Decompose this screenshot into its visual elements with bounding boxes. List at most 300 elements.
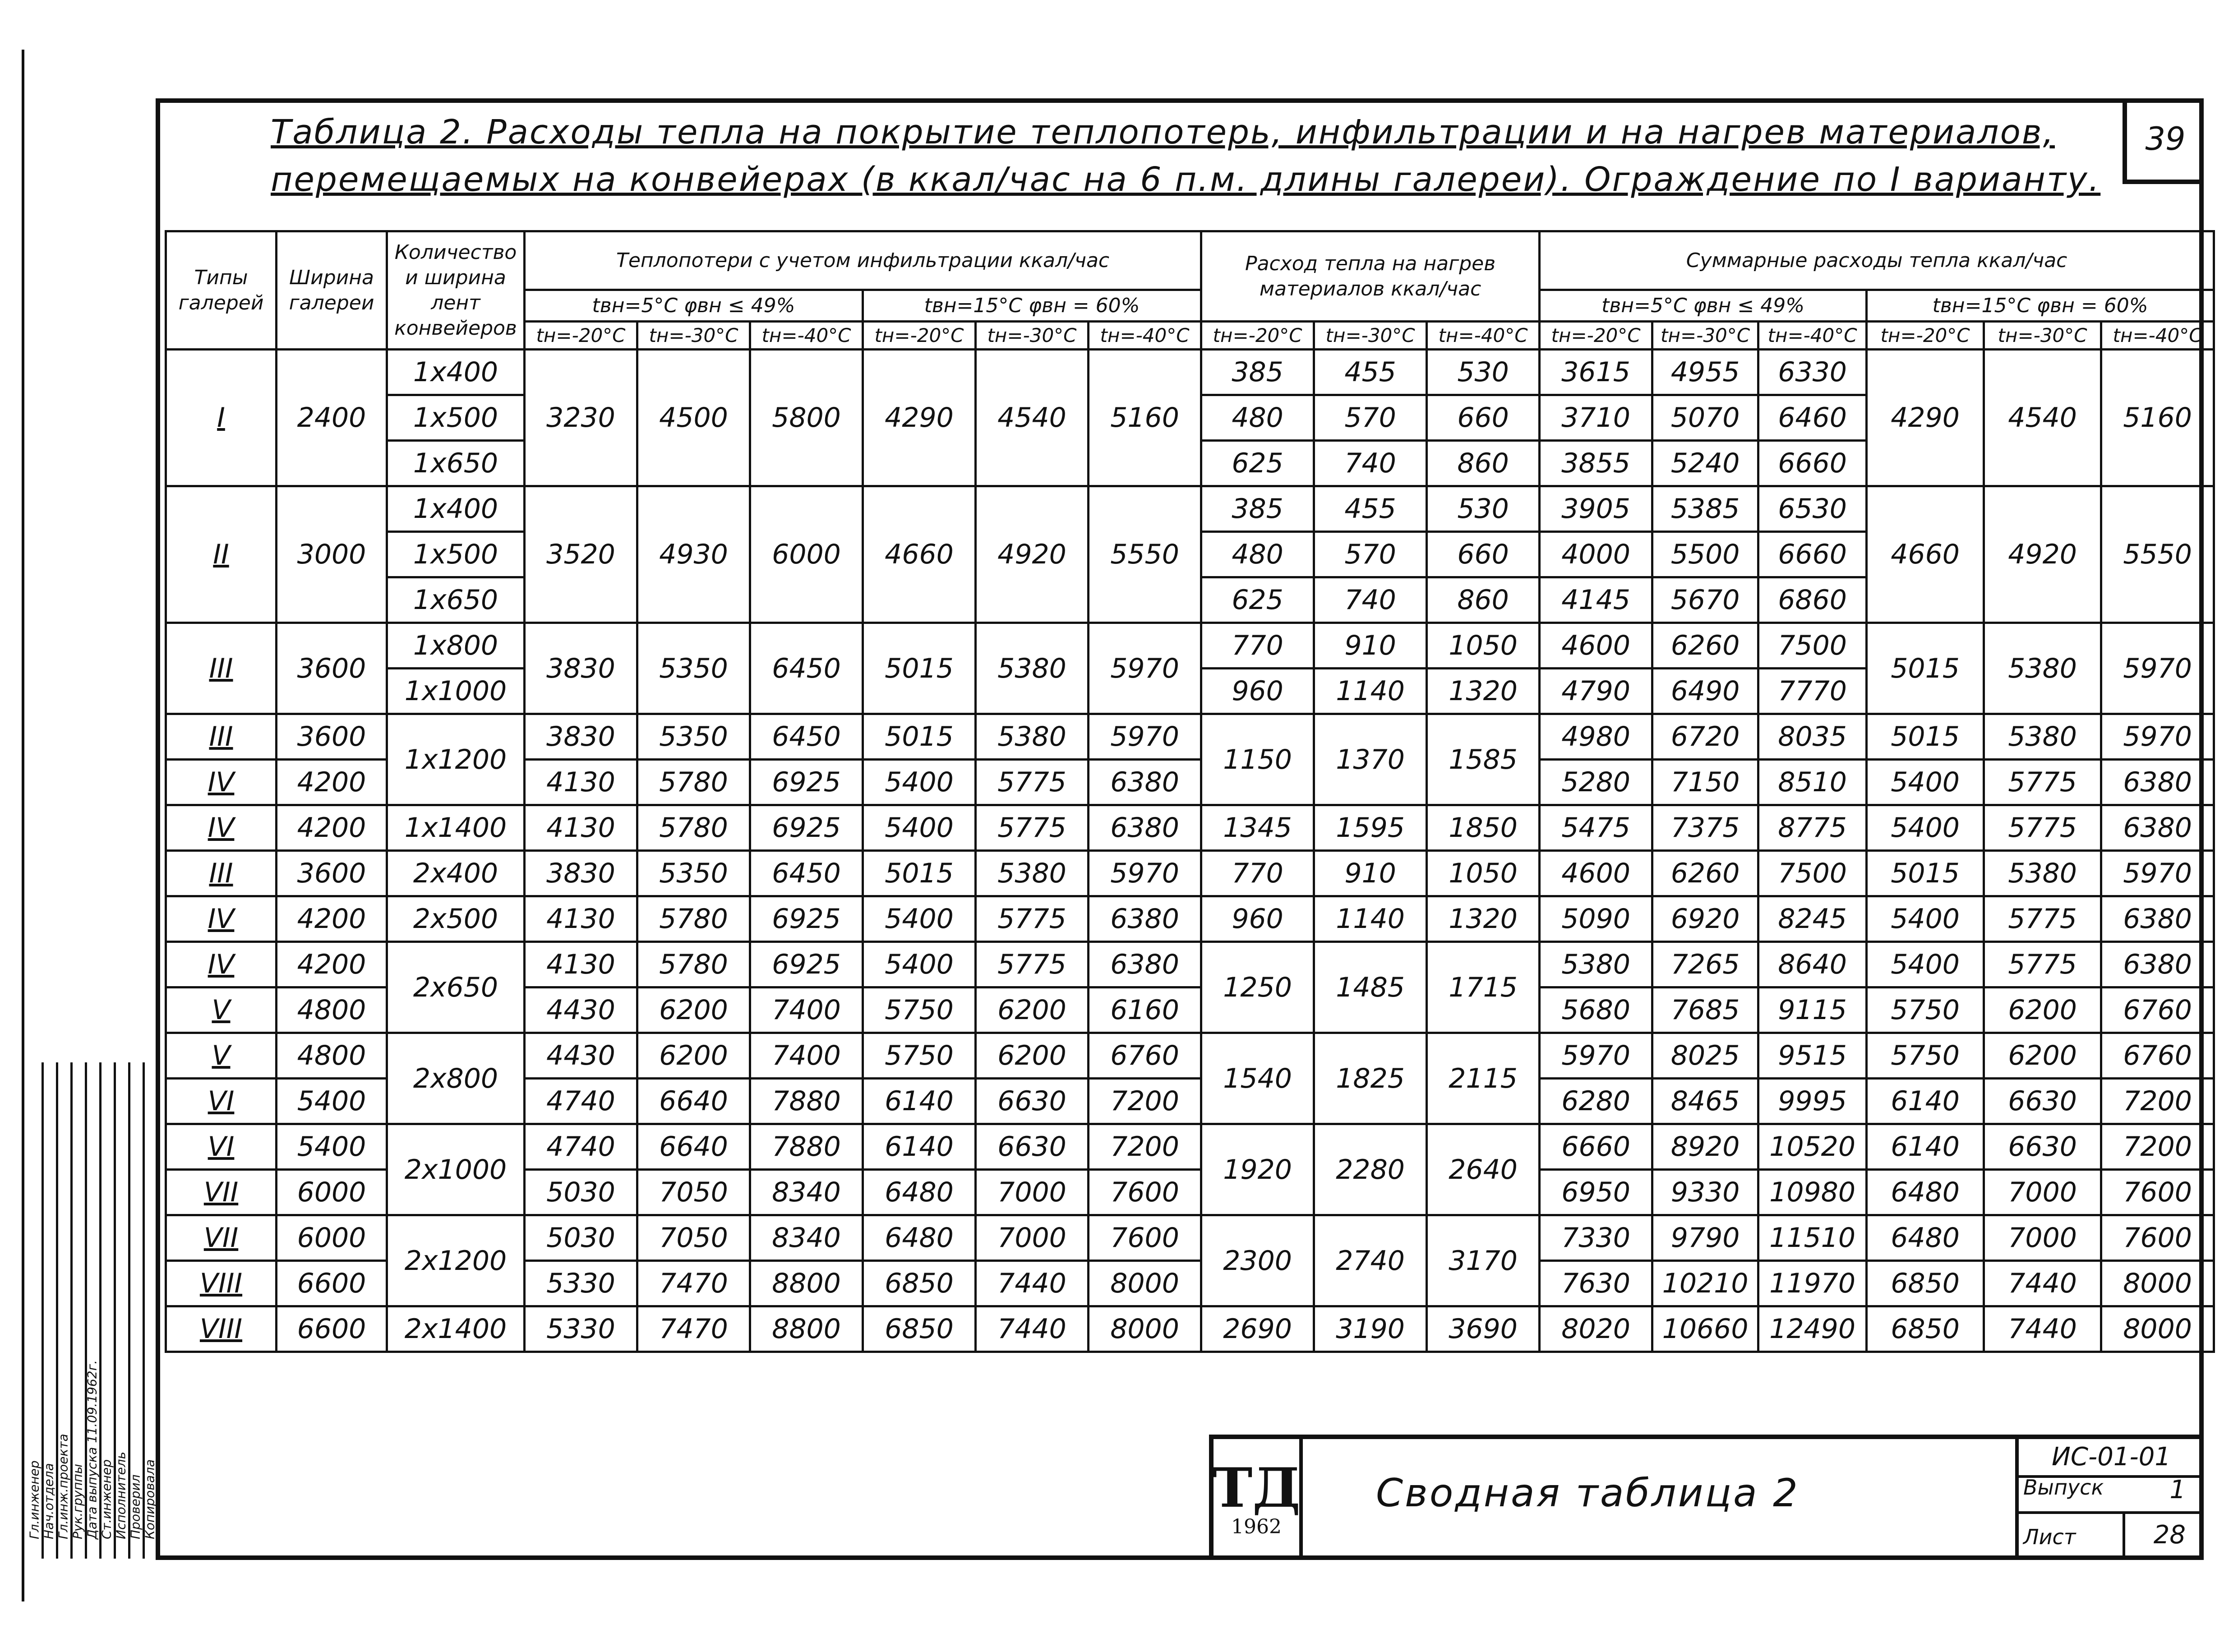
heat-loss-value: 4740 [525,1079,637,1124]
total-heat-value: 6140 [1867,1079,1984,1124]
page-number: 39 [2123,98,2204,184]
conveyor-belts: 2x1000 [387,1124,525,1215]
header-width: Ширина галереи [277,231,387,350]
conveyor-belts: 2x400 [387,851,525,896]
total-heat-value: 4290 [1867,350,1984,486]
material-heat-value: 910 [1314,623,1427,669]
heat-loss-value: 4540 [976,350,1089,486]
heat-loss-value: 5970 [1089,714,1201,760]
total-heat-value: 9515 [1758,1033,1867,1079]
total-heat-value: 5550 [2101,486,2214,623]
signature-label: Ст.инженер [99,1459,114,1539]
total-heat-value: 3710 [1540,395,1652,441]
total-heat-value: 11510 [1758,1215,1867,1261]
heat-loss-value: 6760 [1089,1033,1201,1079]
total-heat-value: 6200 [1984,988,2101,1033]
heat-loss-value: 6140 [863,1124,976,1170]
heat-loss-value: 5015 [863,714,976,760]
gallery-width: 4800 [277,988,387,1033]
total-heat-value: 11970 [1758,1261,1867,1306]
total-heat-value: 5015 [1867,714,1984,760]
header-t30: tн=-30°С [1314,322,1427,350]
material-heat-value: 1320 [1427,896,1540,942]
heat-loss-value: 4920 [976,486,1089,623]
heat-loss-value: 6450 [750,714,863,760]
total-heat-value: 4600 [1540,851,1652,896]
heat-loss-value: 5550 [1089,486,1201,623]
heat-loss-value: 6640 [637,1124,750,1170]
sheet-row [2019,1511,2204,1560]
material-heat-value: 860 [1427,441,1540,486]
total-heat-value: 7265 [1652,942,1758,988]
heat-loss-value: 6850 [863,1261,976,1306]
total-heat-value: 4980 [1540,714,1652,760]
total-heat-value: 6380 [2101,805,2214,851]
material-heat-value: 625 [1201,577,1314,623]
total-heat-value: 4000 [1540,532,1652,577]
heat-loss-value: 6380 [1089,942,1201,988]
total-heat-value: 6380 [2101,896,2214,942]
gallery-type: VIII [166,1306,277,1352]
heat-loss-value: 5400 [863,896,976,942]
table-title-line1: Таблица 2. Расходы тепла на покрытие теплопотерь, инфильтрации и на нагрев материалов, [271,113,2055,152]
heat-loss-value: 7440 [976,1306,1089,1352]
header-t40: tн=-40°С [2101,322,2214,350]
total-heat-value: 5400 [1867,896,1984,942]
total-heat-value: 5240 [1652,441,1758,486]
material-heat-value: 2300 [1201,1215,1314,1306]
material-heat-value: 770 [1201,851,1314,896]
table-row [166,1124,2214,1170]
heat-loss-value: 6200 [976,1033,1089,1079]
heat-loss-value: 7000 [976,1170,1089,1215]
total-heat-value: 5775 [1984,896,2101,942]
material-heat-value: 3190 [1314,1306,1427,1352]
heat-loss-value: 6640 [637,1079,750,1124]
heat-loss-value: 6380 [1089,805,1201,851]
material-heat-value: 2280 [1314,1124,1427,1215]
heat-loss-value: 5775 [976,760,1089,805]
total-heat-value: 5015 [1867,623,1984,714]
total-heat-value: 6200 [1984,1033,2101,1079]
material-heat-value: 1050 [1427,851,1540,896]
heat-loss-value: 6140 [863,1079,976,1124]
heat-loss-value: 4430 [525,988,637,1033]
gallery-type: IV [166,805,277,851]
total-heat-value: 8035 [1758,714,1867,760]
gallery-type: III [166,714,277,760]
total-heat-value: 10660 [1652,1306,1758,1352]
total-heat-value: 4790 [1540,669,1652,714]
gallery-type: IV [166,942,277,988]
logo-mark: ТД [1212,1456,1301,1520]
total-heat-value: 5670 [1652,577,1758,623]
gallery-width: 3600 [277,623,387,714]
heat-loss-value: 7000 [976,1215,1089,1261]
binding-line [22,50,24,1601]
heat-loss-value: 6480 [863,1170,976,1215]
total-heat-value: 5970 [2101,623,2214,714]
total-heat-value: 5015 [1867,851,1984,896]
material-heat-value: 960 [1201,669,1314,714]
total-heat-value: 8025 [1652,1033,1758,1079]
material-heat-value: 385 [1201,486,1314,532]
heat-loss-value: 6630 [976,1079,1089,1124]
total-heat-value: 5400 [1867,760,1984,805]
gallery-type: I [166,350,277,486]
signature-label: Гл.инж.проекта [55,1434,71,1539]
total-heat-value: 6530 [1758,486,1867,532]
total-heat-value: 7000 [1984,1170,2101,1215]
heat-loss-value: 6200 [976,988,1089,1033]
heat-loss-value: 4930 [637,486,750,623]
total-heat-value: 6660 [1540,1124,1652,1170]
material-heat-value: 2740 [1314,1215,1427,1306]
heat-loss-value: 6200 [637,988,750,1033]
table-row [166,623,2214,669]
gallery-type: III [166,623,277,714]
material-heat-value: 3170 [1427,1215,1540,1306]
series-code: ИС-01-01 [2019,1439,2204,1478]
material-heat-value: 1150 [1201,714,1314,805]
heat-loss-value: 7200 [1089,1124,1201,1170]
total-heat-value: 8920 [1652,1124,1758,1170]
material-heat-value: 960 [1201,896,1314,942]
heat-loss-value: 6925 [750,805,863,851]
gallery-width: 4200 [277,896,387,942]
conveyor-belts: 2x800 [387,1033,525,1124]
conveyor-belts: 1x1000 [387,669,525,714]
heat-loss-value: 5780 [637,896,750,942]
total-heat-value: 9790 [1652,1215,1758,1261]
heat-loss-value: 6925 [750,760,863,805]
material-heat-value: 770 [1201,623,1314,669]
total-heat-value: 12490 [1758,1306,1867,1352]
total-heat-value: 5400 [1867,805,1984,851]
table-row [166,1306,2214,1352]
material-heat-value: 570 [1314,532,1427,577]
total-heat-value: 5380 [1540,942,1652,988]
total-heat-value: 8020 [1540,1306,1652,1352]
heat-loss-value: 5015 [863,851,976,896]
total-heat-value: 10210 [1652,1261,1758,1306]
table-row [166,805,2214,851]
heat-loss-value: 7400 [750,1033,863,1079]
conveyor-belts: 2x650 [387,942,525,1033]
total-heat-value: 5160 [2101,350,2214,486]
table-row [166,350,2214,395]
heat-loss-value: 7050 [637,1215,750,1261]
heat-loss-value: 5330 [525,1261,637,1306]
heat-loss-value: 7400 [750,988,863,1033]
table-row [166,942,2214,988]
total-heat-value: 8465 [1652,1079,1758,1124]
gallery-width: 6000 [277,1215,387,1261]
table-row [166,1215,2214,1261]
total-heat-value: 5970 [2101,714,2214,760]
heat-loss-value: 3520 [525,486,637,623]
gallery-width: 5400 [277,1124,387,1170]
header-belts: Количество и ширина лент конвейеров [387,231,525,350]
total-heat-value: 8775 [1758,805,1867,851]
heat-loss-value: 5380 [976,851,1089,896]
total-heat-value: 7500 [1758,851,1867,896]
material-heat-value: 480 [1201,532,1314,577]
title-block-stamp [1209,1435,2204,1560]
gallery-width: 2400 [277,350,387,486]
heat-loss-value: 4130 [525,760,637,805]
gallery-type: III [166,851,277,896]
heat-loss-value: 5780 [637,805,750,851]
total-heat-value: 6630 [1984,1124,2101,1170]
heat-loss-value: 5030 [525,1170,637,1215]
heat-loss-value: 3230 [525,350,637,486]
table-row [166,714,2214,760]
total-heat-value: 9115 [1758,988,1867,1033]
total-heat-value: 5380 [1984,714,2101,760]
total-heat-value: 5400 [1867,942,1984,988]
material-heat-value: 625 [1201,441,1314,486]
header-t40: tн=-40°С [1758,322,1867,350]
total-heat-value: 4660 [1867,486,1984,623]
material-heat-value: 455 [1314,486,1427,532]
header-loss-cond-b: tвн=15°С φвн = 60% [863,290,1201,322]
material-heat-value: 1140 [1314,896,1427,942]
header-t30: tн=-30°С [976,322,1089,350]
gallery-type: V [166,988,277,1033]
gallery-width: 6600 [277,1261,387,1306]
header-t30: tн=-30°С [1984,322,2101,350]
gallery-type: IV [166,896,277,942]
heat-loss-value: 3830 [525,851,637,896]
total-heat-value: 7770 [1758,669,1867,714]
table-title-line2: перемещаемых на конвейерах (в ккал/час на 6 п.м. длины галереи). Ограждение по I варианту. [271,160,2101,199]
heat-loss-value: 8000 [1089,1261,1201,1306]
heat-loss-value: 6380 [1089,760,1201,805]
gallery-width: 3600 [277,714,387,760]
table-row [166,486,2214,532]
heat-loss-value: 5970 [1089,851,1201,896]
heat-loss-value: 6450 [750,851,863,896]
signature-block [27,566,158,1559]
header-total: Суммарные расходы тепла ккал/час [1540,231,2214,290]
total-heat-value: 4955 [1652,350,1758,395]
heat-loss-value: 5380 [976,714,1089,760]
gallery-width: 4200 [277,760,387,805]
total-heat-value: 5380 [1984,623,2101,714]
header-t20: tн=-20°С [863,322,976,350]
total-heat-value: 7685 [1652,988,1758,1033]
table-row [166,851,2214,896]
material-heat-value: 1140 [1314,669,1427,714]
heat-loss-value: 7600 [1089,1215,1201,1261]
total-heat-value: 4920 [1984,486,2101,623]
heat-loss-value: 7600 [1089,1170,1201,1215]
material-heat-value: 1540 [1201,1033,1314,1124]
total-heat-value: 7000 [1984,1215,2101,1261]
total-heat-value: 7150 [1652,760,1758,805]
heat-loss-value: 4430 [525,1033,637,1079]
total-heat-value: 6850 [1867,1261,1984,1306]
heat-loss-value: 4130 [525,896,637,942]
total-heat-value: 7500 [1758,623,1867,669]
issue-value: 1 [2169,1475,2186,1504]
heat-loss-value: 4130 [525,805,637,851]
gallery-width: 3000 [277,486,387,623]
heat-loss-value: 3830 [525,623,637,714]
material-heat-value: 1825 [1314,1033,1427,1124]
gallery-type: VIII [166,1261,277,1306]
total-heat-value: 6920 [1652,896,1758,942]
heat-loss-value: 7050 [637,1170,750,1215]
total-heat-value: 6480 [1867,1170,1984,1215]
heat-loss-value: 5780 [637,942,750,988]
material-heat-value: 1920 [1201,1124,1314,1215]
material-heat-value: 2640 [1427,1124,1540,1215]
total-heat-value: 7600 [2101,1170,2214,1215]
total-heat-value: 5775 [1984,942,2101,988]
header-t20: tн=-20°С [1540,322,1652,350]
signature-label: Проверил [128,1474,143,1539]
signature-label: Исполнитель [113,1451,129,1539]
material-heat-value: 2115 [1427,1033,1540,1124]
heat-loss-value: 4660 [863,486,976,623]
conveyor-belts: 1x800 [387,623,525,669]
total-heat-value: 5775 [1984,760,2101,805]
conveyor-belts: 2x1200 [387,1215,525,1306]
heat-loss-value: 7880 [750,1079,863,1124]
total-heat-value: 6480 [1867,1215,1984,1261]
total-heat-value: 7330 [1540,1215,1652,1261]
total-heat-value: 7200 [2101,1124,2214,1170]
conveyor-belts: 1x400 [387,486,525,532]
heat-loss-value: 5780 [637,760,750,805]
gallery-width: 6000 [277,1170,387,1215]
material-heat-value: 1585 [1427,714,1540,805]
total-heat-value: 5385 [1652,486,1758,532]
heat-loss-value: 4740 [525,1124,637,1170]
total-heat-value: 3615 [1540,350,1652,395]
heat-loss-value: 6850 [863,1306,976,1352]
header-t40: tн=-40°С [1427,322,1540,350]
total-heat-value: 7630 [1540,1261,1652,1306]
heat-loss-value: 6450 [750,623,863,714]
total-heat-value: 5280 [1540,760,1652,805]
heat-loss-value: 5400 [863,760,976,805]
header-sum-cond-b: tвн=15°С φвн = 60% [1867,290,2214,322]
header-heat-loss: Теплопотери с учетом инфильтрации ккал/час [525,231,1201,290]
total-heat-value: 5970 [1540,1033,1652,1079]
gallery-type: II [166,486,277,623]
material-heat-value: 1250 [1201,942,1314,1033]
heat-loss-value: 7470 [637,1306,750,1352]
heat-loss-value: 6925 [750,896,863,942]
heat-loss-value: 5350 [637,714,750,760]
header-sum-cond-a: tвн=5°С φвн ≤ 49% [1540,290,1867,322]
conveyor-belts: 2x500 [387,896,525,942]
total-heat-value: 4540 [1984,350,2101,486]
heat-loss-value: 5750 [863,988,976,1033]
total-heat-value: 5680 [1540,988,1652,1033]
total-heat-value: 6140 [1867,1124,1984,1170]
heat-loss-value: 6000 [750,486,863,623]
heat-loss-value: 5800 [750,350,863,486]
total-heat-value: 6260 [1652,851,1758,896]
table-row [166,896,2214,942]
heat-loss-value: 8340 [750,1170,863,1215]
heat-loss-value: 8800 [750,1306,863,1352]
sheet-value: 28 [2153,1520,2186,1550]
total-heat-value: 3855 [1540,441,1652,486]
material-heat-value: 455 [1314,350,1427,395]
material-heat-value: 1050 [1427,623,1540,669]
conveyor-belts: 1x400 [387,350,525,395]
issue-row [2019,1475,2204,1514]
heat-loss-value: 4130 [525,942,637,988]
heat-loss-value: 8340 [750,1215,863,1261]
heat-loss-value: 8800 [750,1261,863,1306]
heat-loss-value: 5015 [863,623,976,714]
heat-loss-value: 6925 [750,942,863,988]
heat-consumption-table [165,230,2215,1353]
material-heat-value: 910 [1314,851,1427,896]
signature-label: Нач.отдела [41,1463,56,1539]
header-t40: tн=-40°С [750,322,863,350]
signature-label: Рук.группы [70,1463,85,1539]
heat-loss-value: 7200 [1089,1079,1201,1124]
heat-loss-value: 5400 [863,942,976,988]
stamp-info [2015,1439,2204,1560]
material-heat-value: 1715 [1427,942,1540,1033]
heat-loss-value: 7470 [637,1261,750,1306]
signature-label: Гл.инженер [27,1460,42,1539]
organization-logo [1214,1439,1303,1560]
total-heat-value: 5970 [2101,851,2214,896]
total-heat-value: 7440 [1984,1306,2101,1352]
heat-loss-value: 4290 [863,350,976,486]
gallery-width: 6600 [277,1306,387,1352]
gallery-type: V [166,1033,277,1079]
total-heat-value: 8000 [2101,1261,2214,1306]
gallery-type: VI [166,1124,277,1170]
gallery-type: VI [166,1079,277,1124]
total-heat-value: 6720 [1652,714,1758,760]
material-heat-value: 385 [1201,350,1314,395]
signature-label: Копировала [142,1459,157,1539]
total-heat-value: 7600 [2101,1215,2214,1261]
heat-loss-value: 5970 [1089,623,1201,714]
total-heat-value: 10520 [1758,1124,1867,1170]
header-t20: tн=-20°С [1867,322,1984,350]
total-heat-value: 6380 [2101,760,2214,805]
heat-loss-value: 5775 [976,942,1089,988]
material-heat-value: 860 [1427,577,1540,623]
conveyor-belts: 2x1400 [387,1306,525,1352]
total-heat-value: 8640 [1758,942,1867,988]
gallery-type: VII [166,1170,277,1215]
heat-loss-value: 5330 [525,1306,637,1352]
heat-loss-value: 6480 [863,1215,976,1261]
header-t30: tн=-30°С [637,322,750,350]
material-heat-value: 530 [1427,350,1540,395]
material-heat-value: 3690 [1427,1306,1540,1352]
header-t30: tн=-30°С [1652,322,1758,350]
total-heat-value: 8000 [2101,1306,2214,1352]
total-heat-value: 5380 [1984,851,2101,896]
total-heat-value: 6380 [2101,942,2214,988]
total-heat-value: 6490 [1652,669,1758,714]
conveyor-belts: 1x1400 [387,805,525,851]
